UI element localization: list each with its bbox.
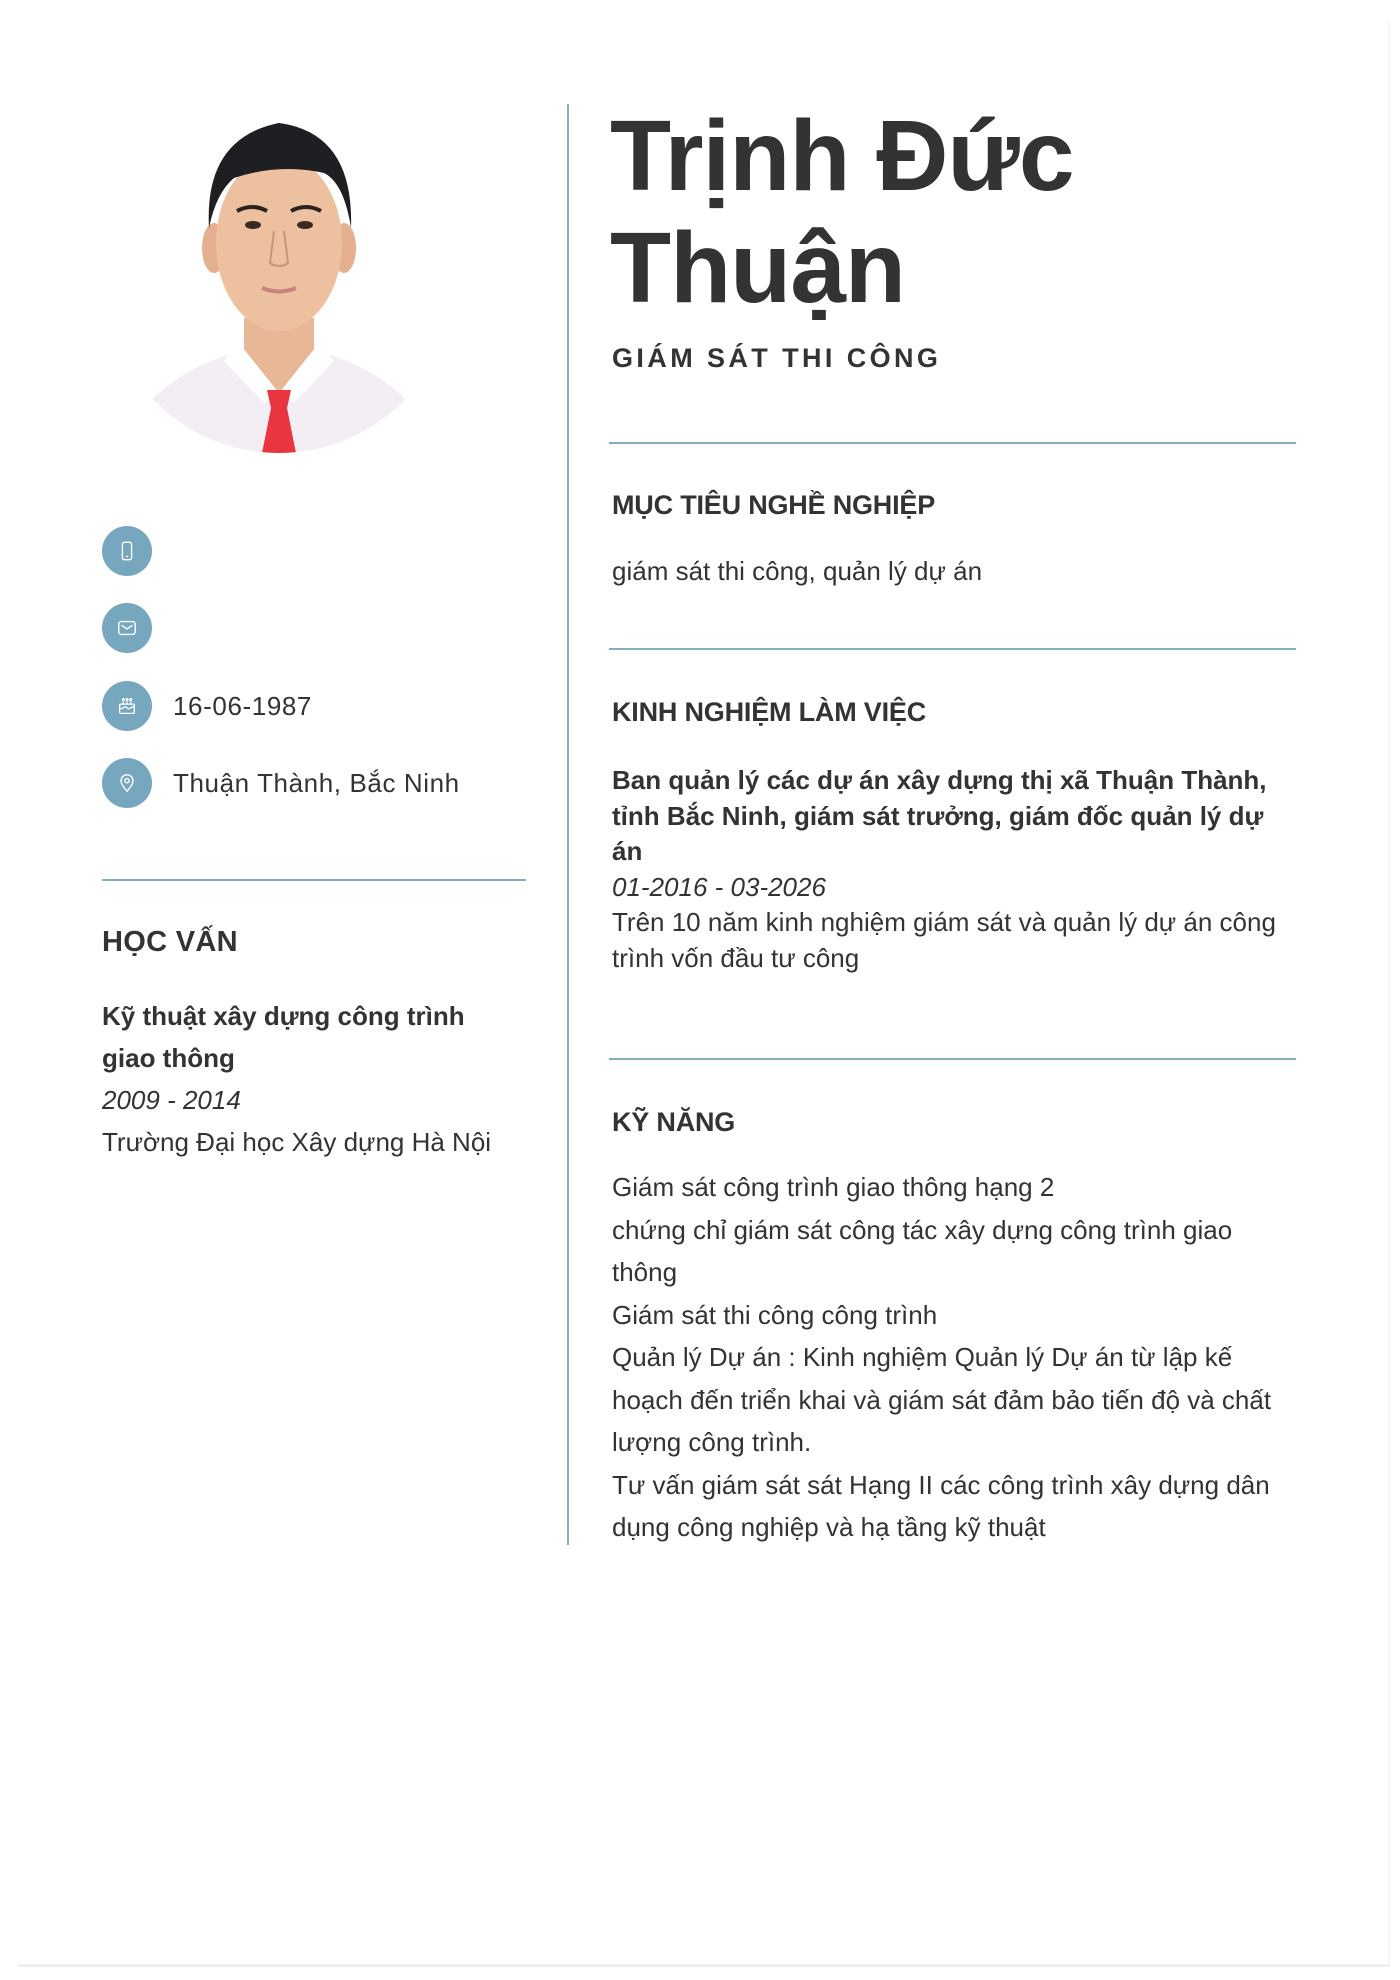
education-heading: HỌC VẤN [102,926,238,958]
skill-item: Quản lý Dự án : Kinh nghiệm Quản lý Dự án từ lập kế hoạch đến triển khai và giám sát đảm bảo tiến độ và chất lượng công trình. [612,1342,1272,1457]
contact-phone [102,526,173,576]
section-divider [609,648,1296,650]
page-edge [18,1964,1390,1967]
education-degree: Kỹ thuật xây dựng công trình giao thông [102,1001,465,1073]
birthday-value: 16-06-1987 [173,690,312,721]
education-school: Trường Đại học Xây dựng Hà Nội [102,1127,492,1157]
birthday-cake-icon [102,681,152,731]
column-separator [567,104,569,1545]
experience-item [612,763,1292,976]
phone-icon [102,526,152,576]
address-value: Thuận Thành, Bắc Ninh [173,767,460,798]
experience-date: 01-2016 - 03-2026 [612,871,826,902]
candidate-name: Trịnh Đức Thuận [610,100,1074,324]
contact-email [102,603,173,653]
skills-list [612,1166,1292,1549]
experience-company: Ban quản lý các dự án xây dựng thị xã Thuận Thành, tỉnh Bắc Ninh, giám sát trưởng, giám đốc quản lý dự án [612,765,1267,866]
skill-item: chứng chỉ giám sát công tác xây dựng công trình giao thông [612,1214,1233,1287]
education-date: 2009 - 2014 [102,1085,241,1115]
skills-heading: KỸ NĂNG [612,1107,736,1137]
profile-photo [104,103,454,453]
skill-item: Giám sát công trình giao thông hạng 2 [612,1172,1055,1202]
objective-heading: MỤC TIÊU NGHỀ NGHIỆP [612,490,936,520]
experience-heading: KINH NGHIỆM LÀM VIỆC [612,697,927,727]
contact-birthday [102,681,312,731]
location-pin-icon [102,758,152,808]
mail-icon [102,603,152,653]
section-divider [609,442,1296,444]
experience-description: Trên 10 năm kinh nghiệm giám sát và quản lý dự án công trình vốn đầu tư công [612,907,1276,973]
education-item [102,995,512,1163]
section-divider [609,1058,1296,1060]
contact-address [102,758,460,808]
section-divider [102,879,526,881]
page-edge [1388,20,1390,1965]
skill-item: Tư vấn giám sát sát Hạng II các công trình xây dựng dân dụng công nghiệp và hạ tầng kỹ thuật [612,1469,1270,1542]
job-title: GIÁM SÁT THI CÔNG [612,343,942,373]
objective-text: giám sát thi công, quản lý dự án [612,556,983,586]
skill-item: Giám sát thi công công trình [612,1299,938,1330]
